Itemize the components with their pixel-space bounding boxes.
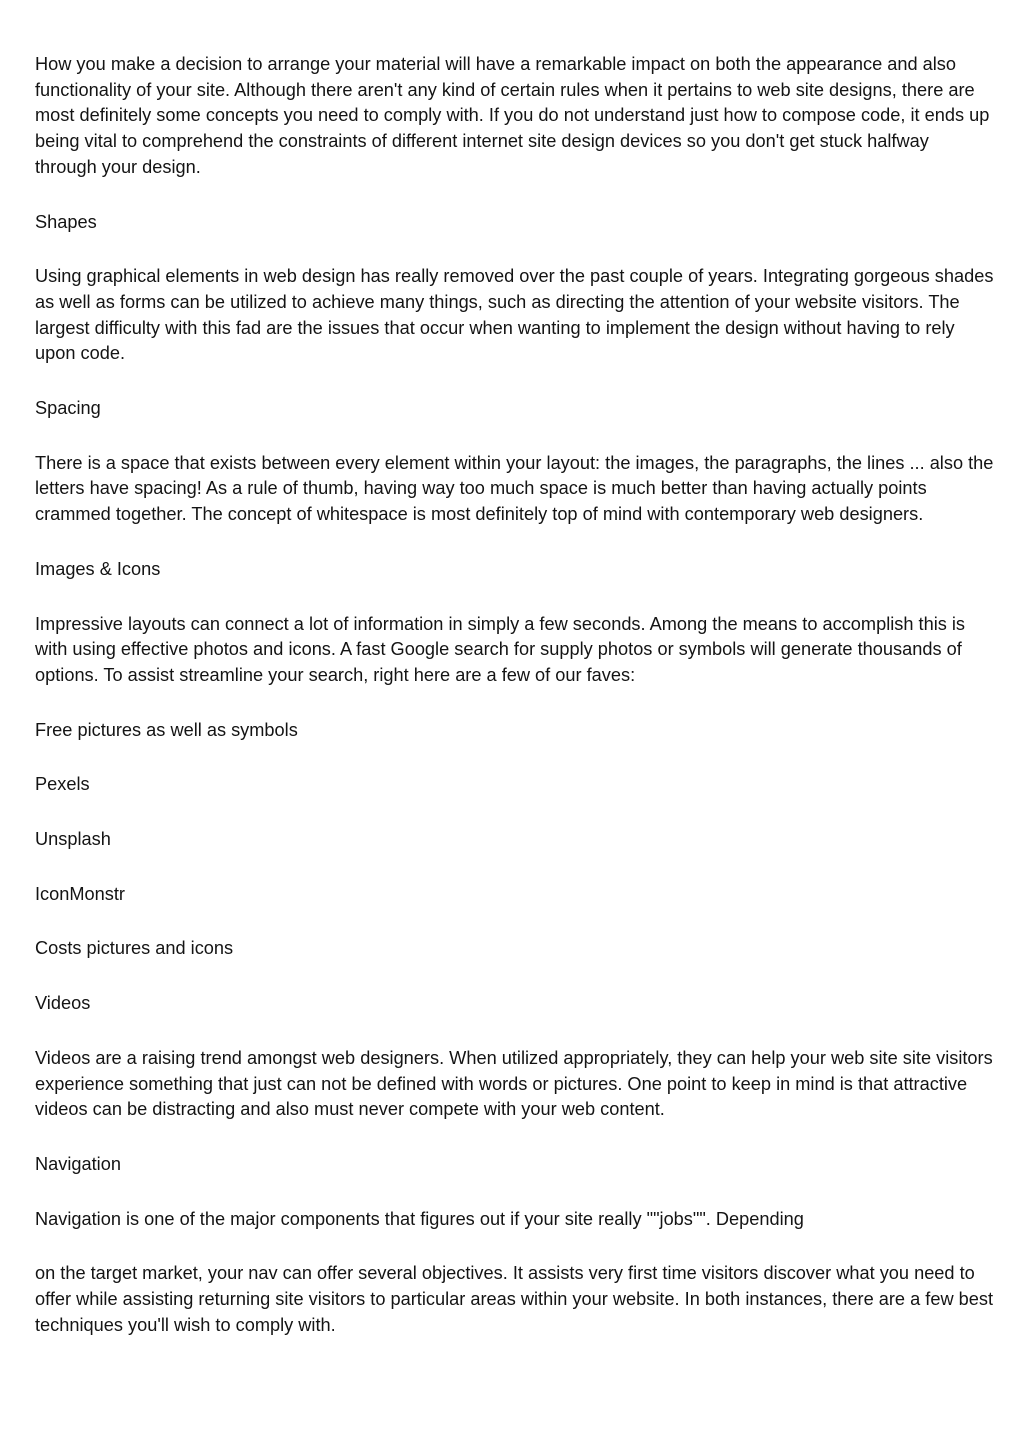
list-item-free-pictures: Free pictures as well as symbols [35, 719, 298, 740]
list-item-pexels: Pexels [35, 774, 90, 795]
list-item-iconmonstr: IconMonstr [35, 883, 125, 904]
paragraph-shapes: Using graphical elements in web design has really removed over the past couple of years. Integrating gorgeous shades as well as forms can be utilized to achieve many things, such as directing the attention of your website visitors. The largest difficulty with this fad are the issues that occur when wanting to implement the design without having to rely upon code. [35, 266, 994, 364]
heading-videos: Videos [35, 993, 91, 1014]
heading-shapes: Shapes [35, 211, 97, 232]
paragraph-videos: Videos are a raising trend amongst web designers. When utilized appropriately, they can help your web site site visitors experience something that just can not be defined with words or pictures. One point to keep in mind is that attractive videos can be distracting and also must never compete with your web content. [35, 1047, 993, 1120]
paragraph-navigation-2: on the target market, your nav can offer several objectives. It assists very first time visitors discover what you need to offer while assisting returning site visitors to particular areas within your website. In both instances, there are a few best techniques you'll wish to comply with. [35, 1263, 994, 1335]
paragraph-navigation-1: Navigation is one of the major components that figures out if your site really ""jobs"". Depending [35, 1208, 804, 1229]
document-body [35, 52, 995, 1368]
list-item-unsplash: Unsplash [35, 829, 111, 850]
paragraph-spacing: There is a space that exists between every element within your layout: the images, the paragraphs, the lines ... also the letters have spacing! As a rule of thumb, having way too much space is much better than having actually points crammed together. The concept of whitespace is most definitely top of mind with contemporary web designers. [35, 452, 994, 525]
paragraph-intro: How you make a decision to arrange your material will have a remarkable impact on both the appearance and also functionality of your site. Although there aren't any kind of certain rules when it pertains to web site designs, there are most definitely some concepts you need to comply with. If you do not understand just how to compose code, it ends up being vital to comprehend the constraints of different internet site design devices so you don't get stuck halfway through your design. [35, 54, 990, 177]
heading-navigation: Navigation [35, 1153, 121, 1174]
heading-spacing: Spacing [35, 398, 101, 419]
heading-images-icons: Images & Icons [35, 558, 161, 579]
list-item-costs-pictures: Costs pictures and icons [35, 938, 234, 959]
paragraph-images-icons: Impressive layouts can connect a lot of information in simply a few seconds. Among the means to accomplish this is with using effective photos and icons. A fast Google search for supply photos or symbols will generate thousands of options. To assist streamline your search, right here are a few of our faves: [35, 613, 966, 685]
